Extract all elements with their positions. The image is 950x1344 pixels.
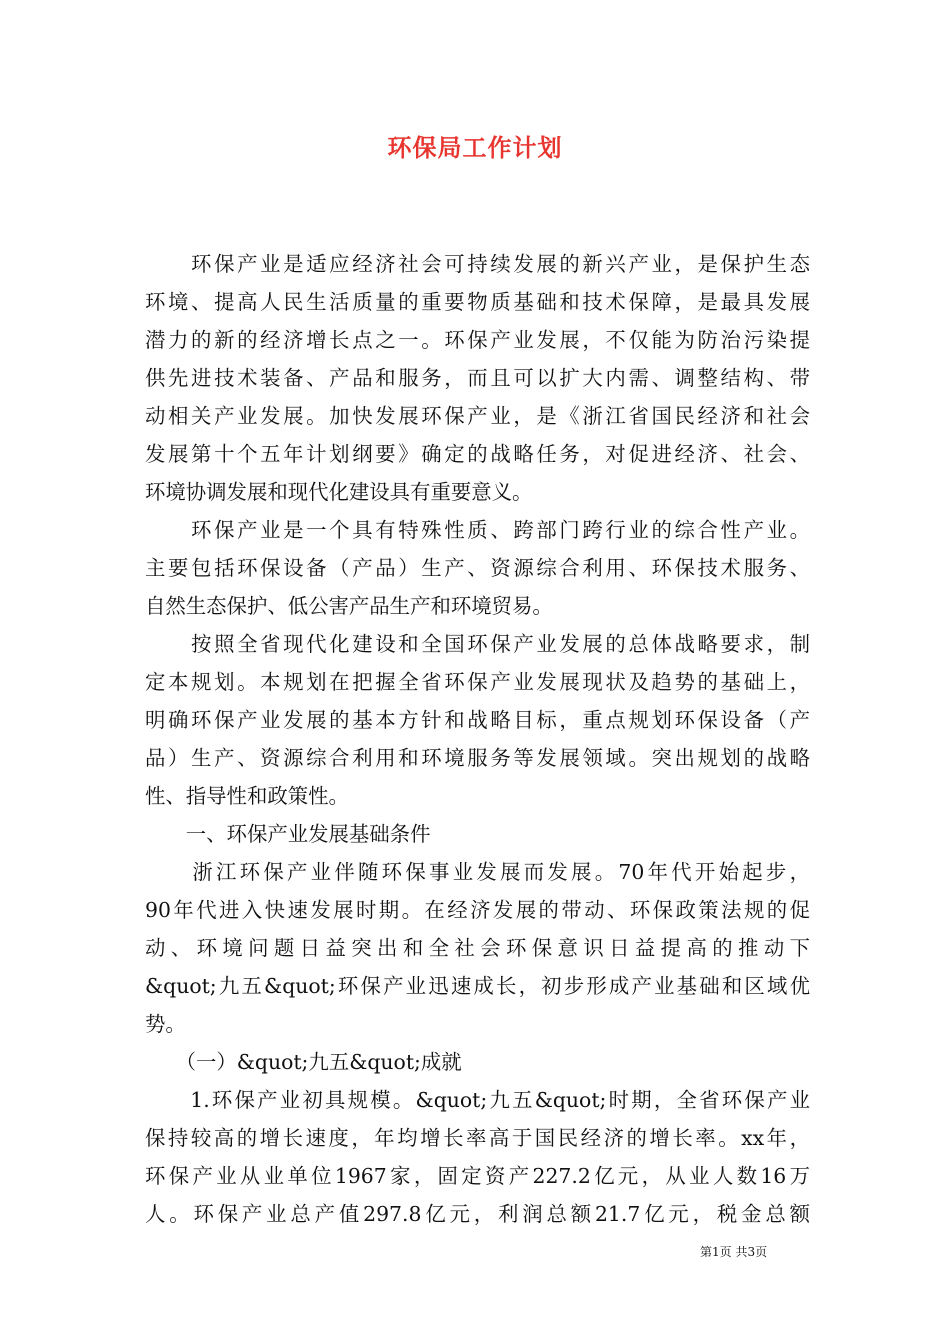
text-line: 环境协调发展和现代化建设具有重要意义。 (145, 480, 533, 504)
text-line: 动相关产业发展。加快发展环保产业，是《浙江省国民经济和社会 (145, 404, 810, 428)
text-line: 自然生态保护、低公害产品生产和环境贸易。 (145, 594, 553, 618)
text-line: &quot;九五&quot;环保产业迅速成长，初步形成产业基础和区域优 (145, 974, 810, 998)
text-line: 主要包括环保设备（产品）生产、资源综合利用、环保技术服务、 (145, 556, 810, 580)
text-line: 性、指导性和政策性。 (145, 784, 349, 808)
text-line: 1.环保产业初具规模。&quot;九五&quot;时期，全省环保产业 (145, 1088, 810, 1112)
text-line: 一、环保产业发展基础条件 (145, 822, 431, 846)
text-line: （一）&quot;九五&quot;成就 (145, 1050, 462, 1074)
text-line: 环保产业是适应经济社会可持续发展的新兴产业，是保护生态 (145, 252, 810, 276)
text-line: 定本规划。本规划在把握全省环保产业发展现状及趋势的基础上， (145, 670, 810, 694)
text-line: 供先进技术装备、产品和服务，而且可以扩大内需、调整结构、带 (145, 366, 810, 390)
text-line: 品）生产、资源综合利用和环境服务等发展领域。突出规划的战略 (145, 746, 810, 770)
document-title: 环保局工作计划 (387, 133, 563, 162)
text-line: 环保产业从业单位1967家，固定资产227.2亿元，从业人数16万 (145, 1164, 810, 1188)
text-line: 势。 (145, 1012, 186, 1036)
text-line: 发展第十个五年计划纲要》确定的战略任务，对促进经济、社会、 (145, 442, 810, 466)
text-line: 明确环保产业发展的基本方针和战略目标，重点规划环保设备（产 (145, 708, 810, 732)
text-line: 环境、提高人民生活质量的重要物质基础和技术保障，是最具发展 (145, 290, 810, 314)
text-line: 环保产业是一个具有特殊性质、跨部门跨行业的综合性产业。 (145, 518, 810, 542)
document-body (145, 245, 810, 1233)
text-line: 潜力的新的经济增长点之一。环保产业发展，不仅能为防治污染提 (145, 328, 810, 352)
text-line: 保持较高的增长速度，年均增长率高于国民经济的增长率。xx年， (145, 1126, 810, 1150)
text-line: 90年代进入快速发展时期。在经济发展的带动、环保政策法规的促 (145, 898, 810, 922)
text-line: 人。环保产业总产值297.8亿元，利润总额21.7亿元，税金总额 (145, 1202, 810, 1226)
text-line: 浙江环保产业伴随环保事业发展而发展。70年代开始起步， (145, 860, 810, 884)
page-number: 第1页 共3页 (700, 1245, 768, 1259)
text-line: 按照全省现代化建设和全国环保产业发展的总体战略要求，制 (145, 632, 810, 656)
text-line: 动、环境问题日益突出和全社会环保意识日益提高的推动下 (145, 936, 810, 960)
